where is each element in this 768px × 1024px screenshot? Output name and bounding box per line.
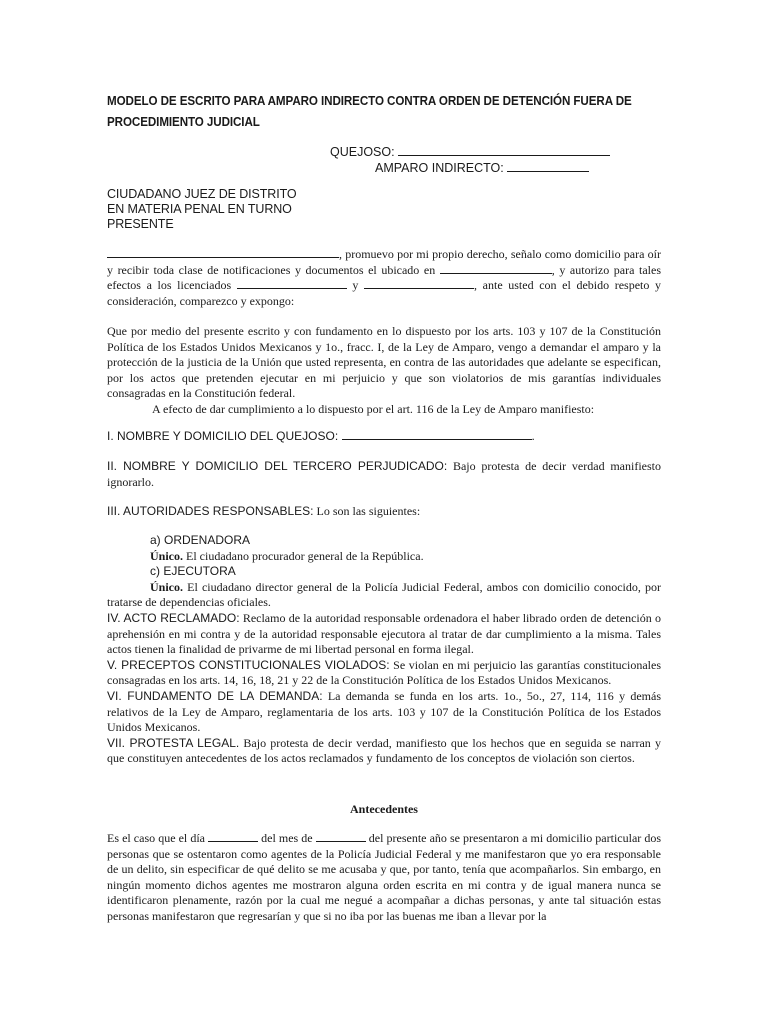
day-blank	[208, 831, 258, 842]
unico-2-text: El ciudadano director general de la Policía Judicial Federal, ambos con domicilio conocido, por tratarse de dependencias oficiales.	[107, 579, 661, 610]
quejoso-blank	[398, 144, 610, 156]
address-blank	[440, 263, 552, 274]
section-4-label: IV. ACTO RECLAMADO:	[107, 610, 240, 625]
section-1: I. NOMBRE Y DOMICILIO DEL QUEJOSO: .	[107, 429, 535, 443]
ordenadora-item	[107, 549, 661, 565]
month-blank	[316, 831, 366, 842]
section-6-text: La demanda se funda en los arts. 1o., 5o., 27, 114, 116 y demás relativos de la Ley de Amparo, reglamentaria de los arts. 103 y 107 de la Constitución Política de los Estados Unidos Mexicanos.	[107, 688, 662, 735]
intro-text-a: , promuevo por mi propio derecho, señalo como domicilio para oír y recibir toda clase de notificaciones y documentos el ubicado en	[107, 247, 661, 277]
quejoso-name-blank	[342, 429, 532, 440]
section-2	[107, 459, 661, 490]
lawyer-1-blank	[237, 278, 347, 289]
addressee-line-2: EN MATERIA PENAL EN TURNO	[107, 202, 292, 216]
intro-paragraph	[107, 247, 661, 309]
amparo-label: AMPARO INDIRECTO:	[375, 161, 504, 175]
title-line-1: MODELO DE ESCRITO PARA AMPARO INDIRECTO CONTRA ORDEN DE DETENCIÓN FUERA DE	[107, 94, 632, 108]
document-title	[107, 91, 661, 133]
section-7-label: VII. PROTESTA LEGAL.	[107, 735, 240, 750]
section-6	[107, 689, 661, 736]
section-6-label: VI. FUNDAMENTO DE LA DEMANDA:	[107, 688, 323, 703]
section-7	[107, 736, 661, 767]
addressee-block	[107, 187, 661, 232]
intro-text-b: , y autorizo para tales efectos a los licenciados	[107, 262, 661, 293]
quejoso-label: QUEJOSO:	[330, 145, 395, 159]
unico-2-bold: Único.	[150, 579, 183, 594]
main-paragraph	[107, 324, 661, 418]
section-7-text: Bajo protesta de decir verdad, manifiesto que los hechos que en seguida se narran y que constituyen antecedentes de los actos reclamados y fundamento de los conceptos de violación son ciertos.	[107, 735, 662, 766]
addressee-line-3: PRESENTE	[107, 217, 174, 231]
section-4	[107, 611, 661, 658]
title-line-2: PROCEDIMIENTO JUDICIAL	[107, 115, 260, 129]
section-4-text: Reclamo de la autoridad responsable ordenadora el haber librado orden de detención o aprehensión en mi contra y de la autoridad responsable ejecutora al tratar de dar cumplimiento a la misma. Tales actos tienen la finalidad de privarme de mi libertad personal en forma ilegal.	[107, 610, 662, 657]
amparo-line	[375, 160, 589, 176]
ordenadora-label: a) ORDENADORA	[150, 533, 251, 547]
unico-1-text: El ciudadano procurador general de la República.	[186, 548, 424, 563]
section-5	[107, 658, 661, 689]
unico-1-bold: Único.	[150, 548, 183, 563]
antec-text-a: Es el caso que el día	[107, 831, 205, 845]
authorities-list	[107, 533, 661, 767]
section-5-text: Se violan en mi perjuicio las garantías constitucionales consagradas en los arts. 14, 16, 18, 21 y 22 de la Constitución Política de los Estados Unidos Mexicanos.	[107, 657, 661, 688]
antec-text-c: del presente año se presentaron a mi domicilio particular dos personas que se ostentaron como agentes de la Policía Judicial Federal y me manifestaron que yo era responsable de un delito, sin especificar de qué delito se me acusaba y que, por tanto, tenía que acompañarlos. Sin embargo, en ningún momento dichos agentes me mostraron alguna orden escrita en mi contra y de igual manera nunca se identificaron plenamente, razón por la cual me negué a acompañar a dichas personas, y ante tal situación estas personas manifestaron que regresarían y que si no iba por las buenas me iban a llevar por la	[107, 831, 662, 923]
section-2-label: II. NOMBRE Y DOMICILIO DEL TERCERO PERJUDICADO:	[107, 459, 448, 473]
section-3-label: III. AUTORIDADES RESPONSABLES:	[107, 504, 314, 518]
antec-text-b: del mes de	[261, 831, 313, 845]
quejoso-line	[330, 144, 610, 160]
main-paragraph-text: Que por medio del presente escrito y con fundamento en lo dispuesto por los arts. 103 y 107 de la Constitución Política de los Estados Unidos Mexicanos y 1o., fracc. I, de la Ley de Amparo, vengo a demandar el amparo y la protección de la justicia de la Unión que usted representa, en contra de las autoridades que adelante se especifican, por los actos que pretenden ejecutar en mi perjuicio y que son violatorios de mis garantías individuales consagradas en la Constitución federal.	[107, 324, 661, 401]
name-blank	[107, 247, 339, 258]
section-2-text: Bajo protesta de decir verdad manifiesto ignorarlo.	[107, 459, 661, 489]
lawyer-2-blank	[364, 278, 474, 289]
intro-text-c: y	[352, 278, 359, 293]
section-5-label: V. PRECEPTOS CONSTITUCIONALES VIOLADOS:	[107, 657, 390, 672]
antecedentes-heading: Antecedentes	[350, 802, 418, 816]
amparo-blank	[507, 160, 589, 172]
section-3	[107, 504, 661, 520]
antecedentes-paragraph	[107, 831, 661, 925]
section-3-text: Lo son las siguientes:	[316, 504, 421, 518]
ejecutora-label: c) EJECUTORA	[150, 564, 236, 579]
ejecutora-item	[107, 580, 661, 611]
addressee-line-1: CIUDADANO JUEZ DE DISTRITO	[107, 187, 297, 201]
art116-paragraph: A efecto de dar cumplimiento a lo dispuesto por el art. 116 de la Ley de Amparo manifiesto:	[152, 401, 595, 416]
intro-text-d: , ante usted con el debido respeto y consideración, comparezco y expongo:	[107, 278, 661, 308]
section-1-label: I. NOMBRE Y DOMICILIO DEL QUEJOSO:	[107, 429, 339, 443]
